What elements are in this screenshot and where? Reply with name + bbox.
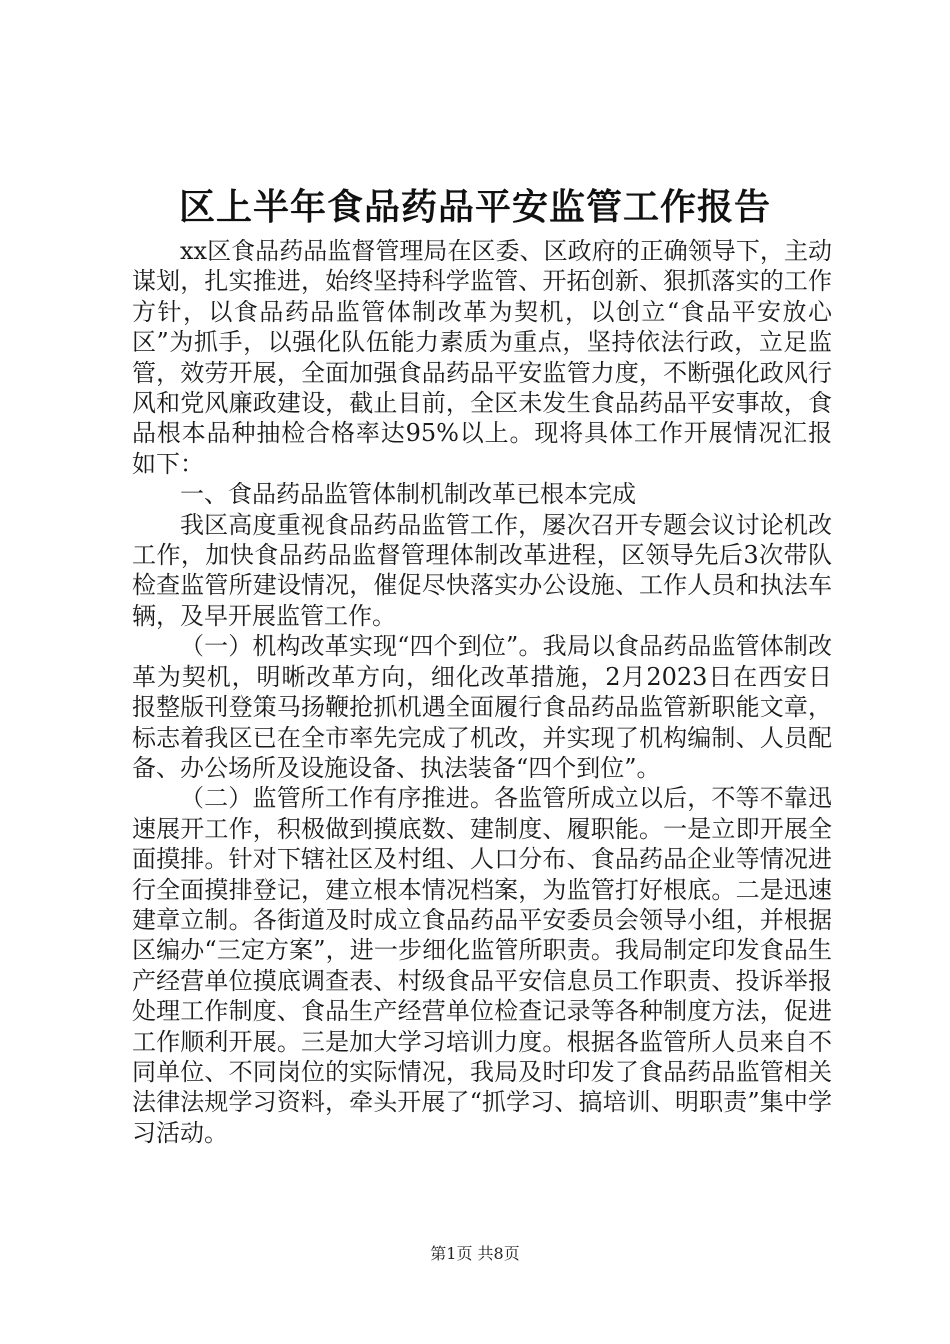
paragraph-section-1: 我区高度重视食品药品监管工作，屡次召开专题会议讨论机改工作，加快食品药品监督管理体制改革进程，区领导先后3次带队检查监管所建设情况，催促尽快落实办公设施、工作人员和执法车辆，及早开展监管工作。 [132, 510, 832, 630]
document-title: 区上半年食品药品平安监管工作报告 [178, 187, 771, 228]
paragraph-intro: xx区食品药品监督管理局在区委、区政府的正确领导下，主动谋划，扎实推进，始终坚持科学监管、开拓创新、狠抓落实的工作方针，以食品药品监管体制改革为契机，以创立“食品平安放心区”为抓手，以强化队伍能力素质为重点，坚持依法行政，立足监管，效劳开展，全面加强食品药品平安监管力度，不断强化政风行风和党风廉政建设，截止目前，全区未发生食品药品平安事故，食品根本品种抽检合格率达95%以上。现将具体工作开展情况汇报如下： [132, 237, 832, 478]
section-heading-1: 一、食品药品监管体制机制改革已根本完成 [180, 480, 636, 509]
paragraph-subsection-1: （一）机构改革实现“四个到位”。我局以食品药品监管体制改革为契机，明晰改革方向，细化改革措施，2月2023日在西安日报整版刊登策马扬鞭抢抓机遇全面履行食品药品监管新职能文章，标志着我区已在全市率先完成了机改，并实现了机构编制、人员配备、办公场所及设施设备、执法装备“四个到位”。 [132, 632, 832, 782]
document-body [132, 236, 832, 1148]
paragraph-subsection-2: （二）监管所工作有序推进。各监管所成立以后，不等不靠迅速展开工作，积极做到摸底数、建制度、履职能。一是立即开展全面摸排。针对下辖社区及村组、人口分布、食品药品企业等情况进行全面摸排登记，建立根本情况档案，为监管打好根底。二是迅速建章立制。各街道及时成立食品药品平安委员会领导小组，并根据区编办“三定方案”，进一步细化监管所职责。我局制定印发食品生产经营单位摸底调查表、村级食品平安信息员工作职责、投诉举报处理工作制度、食品生产经营单位检查记录等各种制度方法，促进工作顺利开展。三是加大学习培训力度。根据各监管所人员来自不同单位、不同岗位的实际情况，我局及时印发了食品药品监管相关法律法规学习资料，牵头开展了“抓学习、搞培训、明职责”集中学习活动。 [132, 784, 832, 1147]
page-number-footer: 第1页 共8页 [430, 1244, 520, 1263]
